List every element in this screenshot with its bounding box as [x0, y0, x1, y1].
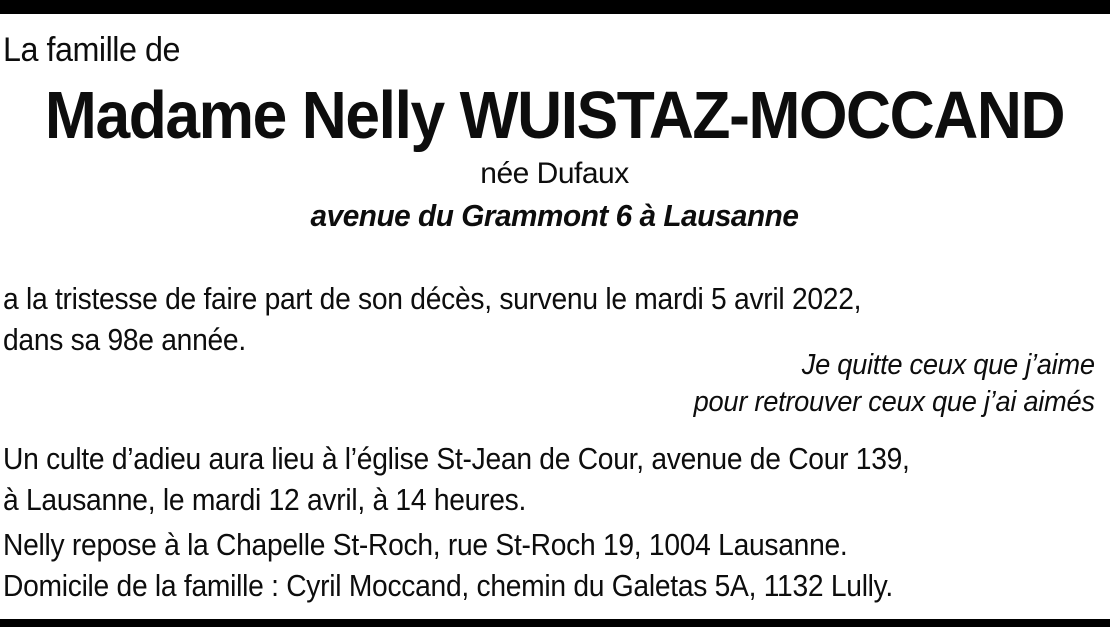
quote-line-2: pour retrouver ceux que j’ai aimés	[693, 386, 1095, 418]
announcement-line-2: dans sa 98e année.	[3, 322, 246, 357]
family-home-line: Domicile de la famille : Cyril Moccand, chemin du Galetas 5A, 1132 Lully.	[3, 568, 893, 603]
maiden-name: née Dufaux	[480, 157, 629, 190]
notice-content	[0, 14, 1110, 606]
top-border-bar	[0, 0, 1110, 14]
announcement-line-1: a la tristesse de faire part de son décès, survenu le mardi 5 avril 2022,	[3, 281, 862, 316]
repose-line: Nelly repose à la Chapelle St-Roch, rue St-Roch 19, 1004 Lausanne.	[3, 527, 848, 562]
service-line-2: à Lausanne, le mardi 12 avril, à 14 heures.	[3, 482, 527, 517]
details-paragraph	[3, 438, 1007, 606]
memorial-quote	[69, 347, 1106, 421]
intro-line: La famille de	[3, 31, 180, 69]
quote-line-1: Je quitte ceux que j’aime	[801, 349, 1095, 381]
bottom-border-bar	[0, 619, 1110, 627]
deceased-name: Madame Nelly WUISTAZ-MOCCAND	[44, 78, 1065, 153]
service-line-1: Un culte d’adieu aura lieu à l’église St-Jean de Cour, avenue de Cour 139,	[3, 441, 910, 476]
deceased-address: avenue du Grammont 6 à Lausanne	[310, 198, 799, 233]
